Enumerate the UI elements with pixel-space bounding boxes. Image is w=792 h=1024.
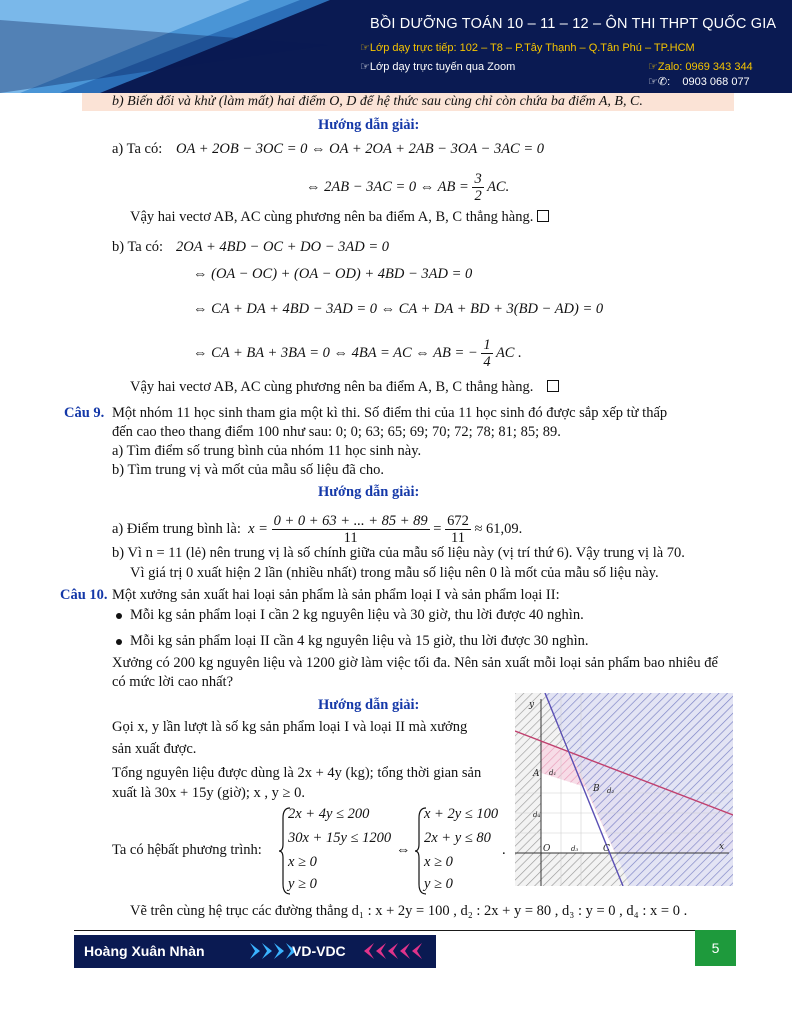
- q9-text2: đến cao theo thang điểm 100 như sau: 0; 0; 63; 65; 69; 70; 72; 78; 81; 85; 89.: [112, 424, 561, 440]
- sys-right-4: y ≥ 0: [424, 876, 453, 892]
- q8-b-eq4: ⇔ CA + BA + 3BA = 0 ⇔ 4BA = AC ⇔ AB = − $\frac{1}{4}$ AC .: [193, 337, 522, 370]
- page-number: 5: [695, 930, 736, 966]
- sys-left-1: 2x + 4y ≤ 200: [288, 806, 370, 822]
- hint-text: b) Biến đổi và khử (làm mất) hai điểm O, D để hệ thức sau cùng chỉ còn chứa ba điểm A, B, C.: [112, 94, 643, 109]
- graph-label-y: y: [529, 700, 535, 710]
- page-header: [0, 0, 792, 93]
- end-proof-box: [537, 210, 549, 222]
- footer-rule: [74, 930, 736, 931]
- header-decoration: [0, 0, 360, 93]
- sys-right-2: 2x + y ≤ 80: [424, 830, 491, 846]
- graph-label-C: C: [603, 844, 610, 854]
- header-address: ☞Lớp dạy trực tiếp: 102 – T8 – P.Tây Thạnh – Q.Tân Phú – TP.HCM: [360, 42, 695, 54]
- q8-a-conclusion: Vậy hai vectơ AB, AC cùng phương nên ba điểm A, B, C thẳng hàng.: [130, 209, 549, 226]
- graph-label-d4: d₄: [533, 811, 541, 819]
- sys-left-4: y ≥ 0: [288, 876, 317, 892]
- footer-author: Hoàng Xuân Nhàn: [84, 943, 205, 959]
- fraction: $\frac{0 + 0 + 63 + ... + 85 + 89}{11}$: [273, 513, 428, 546]
- q9-sol-b2: Vì giá trị 0 xuất hiện 2 lần (nhiều nhất) trong mẫu số liệu nên 0 là mốt của mẫu số liệu này.: [130, 565, 659, 581]
- q8-b-eq2: ⇔ (OA − OC) + (OA − OD) + 4BD − 3AD = 0: [193, 266, 473, 282]
- pointing-hand-icon: ☞: [648, 61, 658, 73]
- q8-a-eq1: OA + 2OB − 3OC = 0 ⇔ OA + 2OA + 2AB − 3OA − 3AC = 0: [176, 141, 545, 157]
- graph-label-d2: d₂: [607, 787, 615, 795]
- q8-b-label: b) Ta có:: [112, 239, 164, 255]
- q9-text1: Một nhóm 11 học sinh tham gia một kì thi. Số điểm thi của 11 học sinh đó được sắp xếp từ thấp: [112, 405, 668, 421]
- graph-label-x: x: [719, 842, 725, 852]
- fraction: $\frac{1}{4}$: [483, 337, 491, 370]
- q10-sys-label: Ta có hệbất phương trình:: [112, 842, 262, 858]
- q10-text3: có mức lời cao nhất?: [112, 674, 234, 690]
- sys-arrow: ⇔: [396, 842, 411, 858]
- bullet: [116, 639, 122, 645]
- sys-right-1: x + 2y ≤ 100: [424, 806, 499, 822]
- sys-end: .: [502, 842, 506, 858]
- q8-b-eq3: ⇔ CA + DA + 4BD − 3AD = 0 ⇔ CA + DA + BD + 3(BD − AD) = 0: [193, 301, 604, 317]
- sys-left-2: 30x + 15y ≤ 1200: [288, 830, 392, 846]
- q8-b-eq1: 2OA + 4BD − OC + DO − 3AD = 0: [176, 239, 389, 255]
- q9-sol-b1: b) Vì n = 11 (lẻ) nên trung vị là số chính giữa của mẫu số liệu này (vị trí thứ 6). Vậy trung vị là 70.: [112, 545, 685, 561]
- solution-heading: Hướng dẫn giải:: [318, 484, 420, 500]
- bullet: [116, 613, 122, 619]
- header-title: BỒI DƯỠNG TOÁN 10 – 11 – 12 – ÔN THI THPT QUỐC GIA: [370, 16, 777, 32]
- q10-sol3: Tổng nguyên liệu được dùng là 2x + 4y (kg); tổng thời gian sản: [112, 765, 482, 781]
- graph-label-d1: d₁: [549, 769, 557, 777]
- q8-a-label: a) Ta có:: [112, 141, 163, 157]
- end-proof-box: [547, 380, 559, 392]
- header-zalo: ☞Zalo: 0969 343 344: [648, 61, 753, 73]
- header-phone: ☞✆: 0903 068 077: [648, 76, 750, 88]
- sys-right-3: x ≥ 0: [424, 854, 453, 870]
- q10-bullet1: Mỗi kg sản phẩm loại I cần 2 kg nguyên liệu và 30 giờ, thu lời được 40 nghìn.: [130, 607, 584, 623]
- solution-heading: Hướng dẫn giải:: [318, 697, 420, 713]
- q10-sol1: Gọi x, y lần lượt là số kg sản phẩm loại I và loại II mà xưởng: [112, 719, 468, 735]
- graph-label-O: O: [543, 844, 551, 854]
- q8-a-eq2: ⇔ 2AB − 3AC = 0 ⇔ AB = $\frac{3}{2}$ AC.: [306, 171, 510, 204]
- pointing-hand-icon: ☞: [360, 42, 370, 54]
- graph-label-B: B: [593, 784, 600, 794]
- q9-text3: a) Tìm điểm số trung bình của nhóm 11 học sinh này.: [112, 443, 422, 459]
- fraction: $\frac{3}{2}$: [474, 171, 482, 204]
- q8-b-conclusion: Vậy hai vectơ AB, AC cùng phương nên ba điểm A, B, C thẳng hàng.: [130, 379, 559, 396]
- solution-heading: Hướng dẫn giải:: [318, 117, 420, 133]
- q10-text1: Một xưởng sản xuất hai loại sản phẩm là sản phẩm loại I và sản phẩm loại II:: [112, 587, 560, 603]
- q9-sol-a: a) Điểm trung bình là: x = $\frac{0 + 0 + 63 + ... + 85 + 89}{11}$ = $\frac{672}{11}$ ≈ 61,09.: [112, 513, 523, 546]
- fraction: $\frac{672}{11}$: [447, 513, 469, 546]
- q10-label: Câu 10.: [60, 587, 108, 603]
- q10-last-line: Vẽ trên cùng hệ trục các đường thẳng d₁ : x + 2y = 100 , d₂ : 2x + y = 80 , d₃ : y = 0 , d₄ : x = 0 .: [130, 903, 688, 919]
- inequality-graph: [515, 693, 733, 886]
- q9-label: Câu 9.: [64, 405, 105, 421]
- header-online: ☞Lớp dạy trực tuyến qua Zoom: [360, 61, 516, 73]
- q10-sol4: xuất là 30x + 15y (giờ); x , y ≥ 0.: [112, 785, 305, 801]
- pointing-hand-icon: ☞: [648, 76, 658, 88]
- q9-text4: b) Tìm trung vị và mốt của mẫu số liệu đã cho.: [112, 462, 384, 478]
- pointing-hand-icon: ☞: [360, 61, 370, 73]
- q10-text2: Xưởng có 200 kg nguyên liệu và 1200 giờ làm việc tối đa. Nên sản xuất mỗi loại sản phẩm bao nhiêu để: [112, 655, 718, 671]
- sys-left-3: x ≥ 0: [288, 854, 317, 870]
- q10-sol2: sản xuất được.: [112, 741, 197, 757]
- footer-code: VD-VDC: [292, 943, 346, 959]
- graph-label-d3: d₃: [571, 845, 579, 853]
- graph-label-A: A: [533, 769, 540, 779]
- q10-bullet2: Mỗi kg sản phẩm loại II cần 4 kg nguyên liệu và 15 giờ, thu lời được 30 nghìn.: [130, 633, 589, 649]
- phone-icon: ✆: [657, 76, 668, 88]
